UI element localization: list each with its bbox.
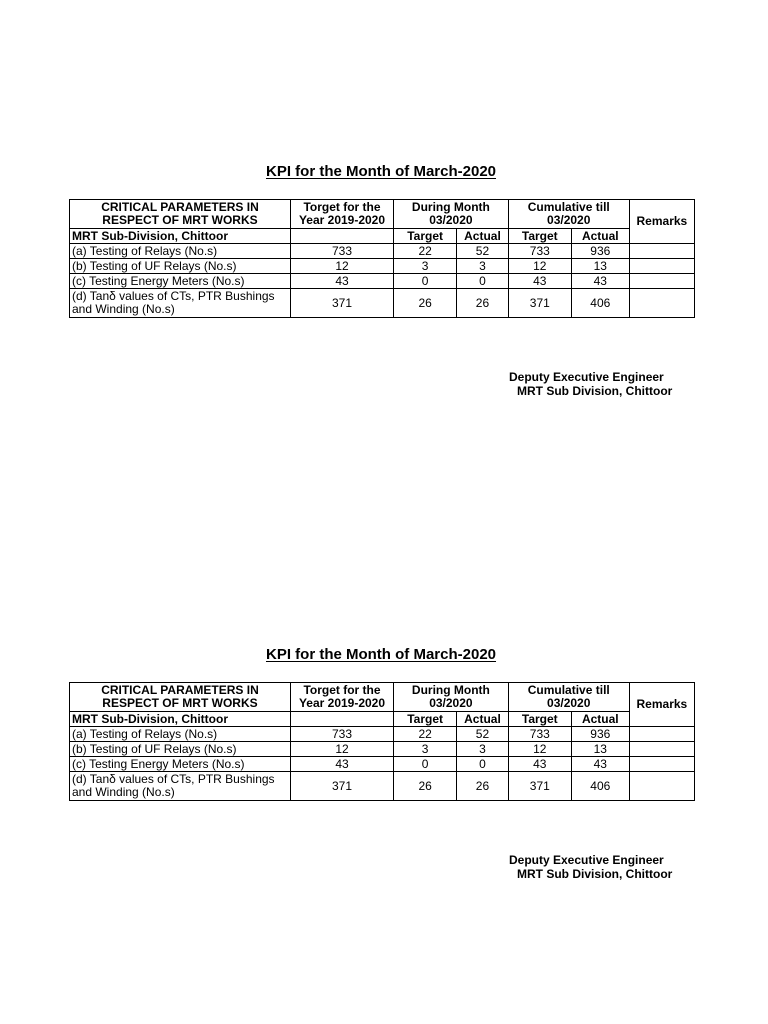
header-parameters: CRITICAL PARAMETERS IN RESPECT OF MRT WORKS — [70, 200, 291, 229]
row-target-year: 371 — [290, 772, 393, 801]
subheader-cum-target: Target — [508, 712, 571, 727]
table-subheader-row — [70, 229, 695, 244]
row-remarks — [629, 772, 694, 801]
row-month-target: 26 — [394, 289, 457, 318]
row-cum-actual: 43 — [571, 757, 629, 772]
header-target-year: Torget for the Year 2019-2020 — [290, 683, 393, 712]
row-target-year: 43 — [290, 274, 393, 289]
row-month-actual: 3 — [457, 742, 509, 757]
row-remarks — [629, 244, 694, 259]
table-row — [70, 742, 695, 757]
row-remarks — [629, 259, 694, 274]
row-label: (d) Tanδ values of CTs, PTR Bushings and Winding (No.s) — [70, 772, 291, 801]
subheader-cum-actual: Actual — [571, 229, 629, 244]
row-month-target: 3 — [394, 259, 457, 274]
row-cum-target: 371 — [508, 289, 571, 318]
report-title: KPI for the Month of March-2020 — [265, 646, 497, 663]
row-cum-target: 733 — [508, 244, 571, 259]
header-cumulative: Cumulative till 03/2020 — [508, 683, 629, 712]
row-cum-actual: 936 — [571, 727, 629, 742]
header-during-month: During Month 03/2020 — [394, 200, 509, 229]
row-remarks — [629, 274, 694, 289]
header-target-year: Torget for the Year 2019-2020 — [290, 200, 393, 229]
subheader-month-target: Target — [394, 229, 457, 244]
row-month-target: 0 — [394, 757, 457, 772]
subheader-empty — [290, 712, 393, 727]
row-cum-actual: 406 — [571, 289, 629, 318]
row-month-actual: 0 — [457, 757, 509, 772]
subheader-empty — [290, 229, 393, 244]
row-cum-target: 371 — [508, 772, 571, 801]
row-remarks — [629, 289, 694, 318]
kpi-table — [69, 682, 695, 801]
signature-block — [509, 853, 672, 881]
row-cum-actual: 936 — [571, 244, 629, 259]
subheader-month-target: Target — [394, 712, 457, 727]
table-row — [70, 259, 695, 274]
row-cum-target: 733 — [508, 727, 571, 742]
row-label: (a) Testing of Relays (No.s) — [70, 727, 291, 742]
row-cum-target: 12 — [508, 742, 571, 757]
signature-office: MRT Sub Division, Chittoor — [517, 867, 673, 881]
subheader-cum-target: Target — [508, 229, 571, 244]
subheader-month-actual: Actual — [457, 229, 509, 244]
row-cum-actual: 13 — [571, 742, 629, 757]
row-label: (c) Testing Energy Meters (No.s) — [70, 757, 291, 772]
row-month-target: 3 — [394, 742, 457, 757]
signature-block — [509, 370, 672, 398]
table-row — [70, 757, 695, 772]
table-subheader-row — [70, 712, 695, 727]
header-parameters: CRITICAL PARAMETERS IN RESPECT OF MRT WORKS — [70, 683, 291, 712]
row-month-actual: 3 — [457, 259, 509, 274]
header-cumulative: Cumulative till 03/2020 — [508, 200, 629, 229]
row-month-target: 26 — [394, 772, 457, 801]
signature-title: Deputy Executive Engineer — [509, 370, 664, 384]
subheader-division: MRT Sub-Division, Chittoor — [70, 712, 291, 727]
row-remarks — [629, 742, 694, 757]
row-month-actual: 0 — [457, 274, 509, 289]
table-row — [70, 772, 695, 801]
row-month-target: 22 — [394, 727, 457, 742]
report-title: KPI for the Month of March-2020 — [265, 163, 497, 180]
row-target-year: 12 — [290, 742, 393, 757]
row-target-year: 371 — [290, 289, 393, 318]
row-label: (c) Testing Energy Meters (No.s) — [70, 274, 291, 289]
row-target-year: 43 — [290, 757, 393, 772]
row-remarks — [629, 757, 694, 772]
signature-title: Deputy Executive Engineer — [509, 853, 664, 867]
row-label: (a) Testing of Relays (No.s) — [70, 244, 291, 259]
row-label: (b) Testing of UF Relays (No.s) — [70, 259, 291, 274]
row-cum-target: 12 — [508, 259, 571, 274]
kpi-table — [69, 199, 695, 318]
table-header-row — [70, 683, 695, 712]
row-remarks — [629, 727, 694, 742]
row-cum-actual: 13 — [571, 259, 629, 274]
subheader-cum-actual: Actual — [571, 712, 629, 727]
row-month-target: 0 — [394, 274, 457, 289]
table-row — [70, 274, 695, 289]
row-month-actual: 52 — [457, 244, 509, 259]
row-target-year: 733 — [290, 244, 393, 259]
row-cum-target: 43 — [508, 757, 571, 772]
row-cum-actual: 43 — [571, 274, 629, 289]
table-row — [70, 727, 695, 742]
table-row — [70, 289, 695, 318]
signature-office: MRT Sub Division, Chittoor — [517, 384, 673, 398]
row-month-actual: 26 — [457, 289, 509, 318]
row-label: (b) Testing of UF Relays (No.s) — [70, 742, 291, 757]
row-month-target: 22 — [394, 244, 457, 259]
table-header-row — [70, 200, 695, 229]
row-cum-target: 43 — [508, 274, 571, 289]
header-remarks: Remarks — [629, 683, 694, 727]
row-month-actual: 26 — [457, 772, 509, 801]
row-cum-actual: 406 — [571, 772, 629, 801]
header-during-month: During Month 03/2020 — [394, 683, 509, 712]
header-remarks: Remarks — [629, 200, 694, 244]
row-target-year: 12 — [290, 259, 393, 274]
subheader-division: MRT Sub-Division, Chittoor — [70, 229, 291, 244]
row-label: (d) Tanδ values of CTs, PTR Bushings and Winding (No.s) — [70, 289, 291, 318]
row-target-year: 733 — [290, 727, 393, 742]
table-row — [70, 244, 695, 259]
row-month-actual: 52 — [457, 727, 509, 742]
subheader-month-actual: Actual — [457, 712, 509, 727]
